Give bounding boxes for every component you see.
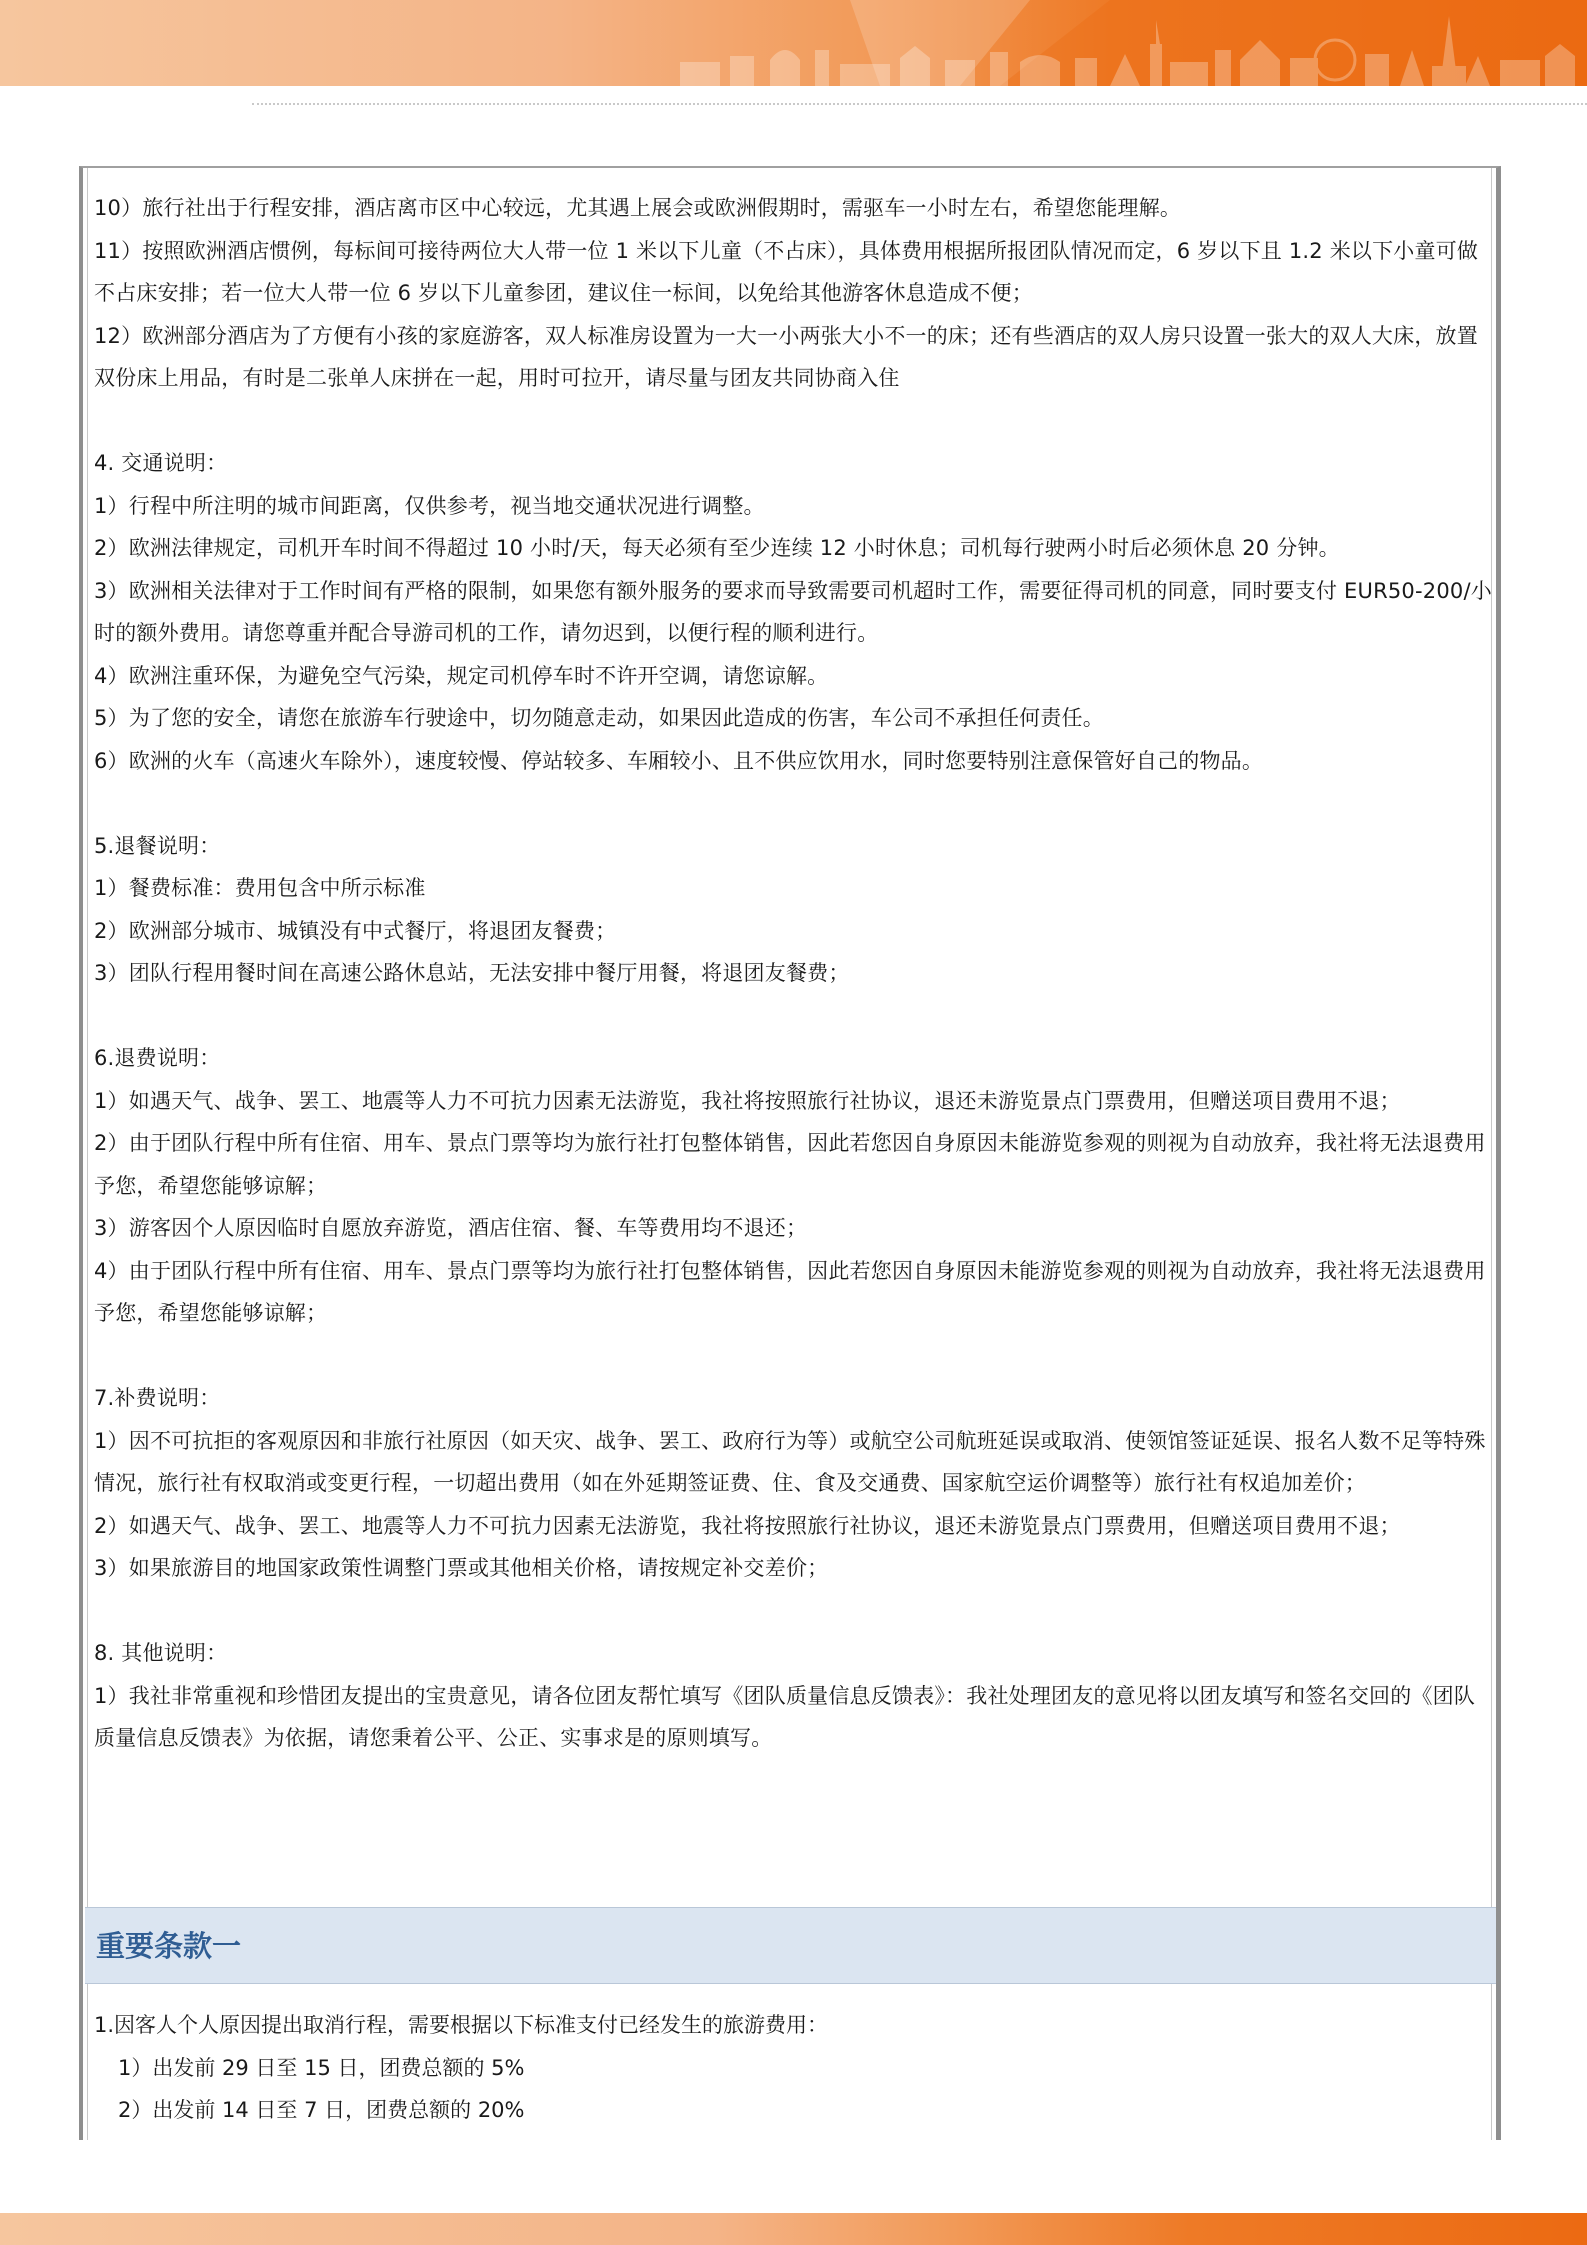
refund-item: 2）由于团队行程中所有住宿、用车、景点门票等均为旅行社打包整体销售，因此若您因自身原因未能游览参观的则视为自动放弃，我社将无法退费用予您，希望您能够谅解； [94, 1131, 1486, 1198]
transport-item: 4）欧洲注重环保，为避免空气污染，规定司机停车时不许开空调，请您谅解。 [94, 663, 829, 688]
terms-item: 1）出发前 29 日至 15 日，团费总额的 5% [118, 2055, 525, 2080]
surcharge-item: 2）如遇天气、战争、罢工、地震等人力不可抗力因素无法游览，我社将按照旅行社协议，退还未游览景点门票费用，但赠送项目费用不退； [94, 1513, 1401, 1538]
meals-item: 2）欧洲部分城市、城镇没有中式餐厅，将退团友餐费； [94, 918, 617, 943]
accommodation-note-10: 10）旅行社出于行程安排，酒店离市区中心较远，尤其遇上展会或欧洲假期时，需驱车一小时左右，希望您能理解。 [94, 196, 1182, 220]
terms-intro: 1.因客人个人原因提出取消行程，需要根据以下标准支付已经发生的旅游费用： [94, 2013, 829, 2037]
refund-item: 3）游客因个人原因临时自愿放弃游览，酒店住宿、餐、车等费用均不退还； [94, 1216, 808, 1240]
accommodation-note-12: 12）欧洲部分酒店为了方便有小孩的家庭游客，双人标准房设置为一大一小两张大小不一的床；还有些酒店的双人房只设置一张大的双人大床，放置双份床上用品，有时是二张单人床拼在一起，用时可拉开，请尽量与团友共同协商入住 [94, 323, 1478, 390]
surcharge-item: 3）如果旅游目的地国家政策性调整门票或其他相关价格，请按规定补交差价； [94, 1556, 829, 1580]
header-banner [0, 0, 1587, 86]
header-divider [252, 103, 1587, 105]
transport-item: 1）行程中所注明的城市间距离，仅供参考，视当地交通状况进行调整。 [94, 493, 765, 518]
refund-title: 6.退费说明： [94, 1046, 221, 1070]
city-skyline-illustration [0, 0, 1587, 86]
refund-item: 1）如遇天气、战争、罢工、地震等人力不可抗力因素无法游览，我社将按照旅行社协议，退还未游览景点门票费用，但赠送项目费用不退； [94, 1088, 1401, 1113]
transport-item: 2）欧洲法律规定，司机开车时间不得超过 10 小时/天，每天必须有至少连续 12 小时休息；司机每行驶两小时后必须休息 20 分钟。 [94, 536, 1340, 560]
terms-item: 2）出发前 14 日至 7 日，团费总额的 20% [118, 2098, 525, 2122]
notes-body [94, 187, 1494, 1760]
footer-banner [0, 2213, 1587, 2245]
transport-title: 4. 交通说明： [94, 451, 228, 475]
important-terms-title: 重要条款一 [96, 1929, 242, 1963]
transport-item: 6）欧洲的火车（高速火车除外），速度较慢、停站较多、车厢较小、且不供应饮用水，同时您要特别注意保管好自己的物品。 [94, 748, 1264, 773]
other-item: 1）我社非常重视和珍惜团友提出的宝贵意见，请各位团友帮忙填写《团队质量信息反馈表》：我社处理团友的意见将以团友填写和签名交回的《团队质量信息反馈表》为依据，请您秉着公平、公正、实事求是的原则填写。 [94, 1683, 1476, 1750]
important-terms-body [94, 2004, 1494, 2132]
meals-item: 3）团队行程用餐时间在高速公路休息站，无法安排中餐厅用餐，将退团友餐费； [94, 961, 850, 985]
important-terms-header [85, 1907, 1496, 1984]
transport-item: 5）为了您的安全，请您在旅游车行驶途中，切勿随意走动，如果因此造成的伤害，车公司不承担任何责任。 [94, 706, 1104, 730]
refund-item: 4）由于团队行程中所有住宿、用车、景点门票等均为旅行社打包整体销售，因此若您因自身原因未能游览参观的则视为自动放弃，我社将无法退费用予您，希望您能够谅解； [94, 1258, 1486, 1325]
surcharge-title: 7.补费说明： [94, 1386, 221, 1410]
meals-title: 5.退餐说明： [94, 833, 221, 858]
other-title: 8. 其他说明： [94, 1641, 228, 1665]
transport-item: 3）欧洲相关法律对于工作时间有严格的限制，如果您有额外服务的要求而导致需要司机超时工作，需要征得司机的同意，同时要支付 EUR50-200/小时的额外费用。请您尊重并配合导游司机的工作，请勿迟到，以便行程的顺利进行。 [94, 578, 1492, 645]
meals-item: 1）餐费标准：费用包含中所示标准 [94, 876, 426, 900]
accommodation-note-11: 11）按照欧洲酒店惯例，每标间可接待两位大人带一位 1 米以下儿童（不占床），具体费用根据所报团队情况而定，6 岁以下且 1.2 米以下小童可做不占床安排；若一位大人带一位 6 岁以下儿童参团，建议住一标间，以免给其他游客休息造成不便； [94, 238, 1479, 305]
surcharge-item: 1）因不可抗拒的客观原因和非旅行社原因（如天灾、战争、罢工、政府行为等）或航空公司航班延误或取消、使领馆签证延误、报名人数不足等特殊情况，旅行社有权取消或变更行程，一切超出费用（如在外延期签证费、住、食及交通费、国家航空运价调整等）旅行社有权追加差价； [94, 1428, 1486, 1495]
